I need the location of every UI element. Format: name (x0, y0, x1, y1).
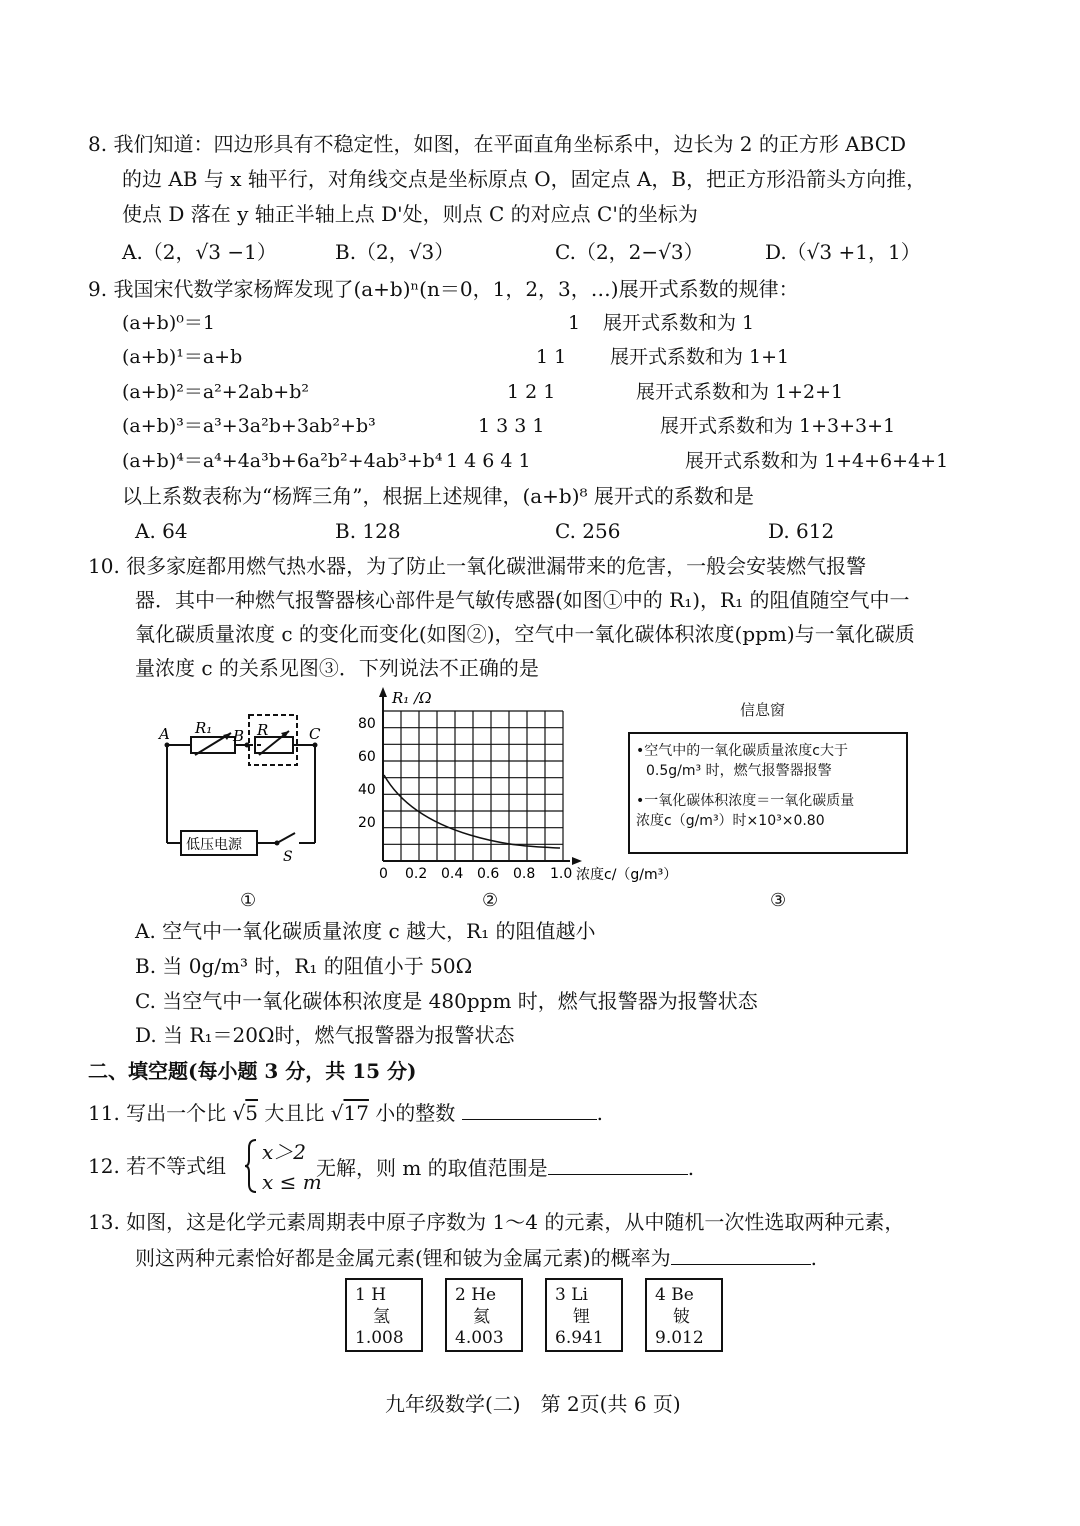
q11-answer-blank[interactable] (462, 1097, 597, 1120)
q11-pre: 11. 写出一个比 (88, 1101, 227, 1125)
circuit-label-r1: R₁ (195, 719, 213, 737)
q12-end: . (687, 1156, 695, 1180)
element-symbol: 4 Be (655, 1285, 694, 1305)
q9-option-a: A. 64 (135, 519, 188, 543)
q10-line1: 10. 很多家庭都用燃气热水器，为了防止一氧化碳泄漏带来的危害，一般会安装燃气报警 (88, 554, 867, 578)
element-symbol: 1 H (355, 1285, 387, 1305)
figure-3-label: ③ (770, 890, 787, 911)
figure-2-label: ② (482, 890, 499, 911)
element-symbol: 3 Li (555, 1285, 588, 1305)
q9-conclusion: 以上系数表称为“杨辉三角”，根据上述规律，(a+b)⁸ 展开式的系数和是 (122, 484, 754, 508)
q9-row0-expr: (a+b)⁰＝1 (122, 312, 215, 334)
q9-row3-sum: 展开式系数和为 1+3+3+1 (660, 415, 896, 437)
q9-row1-coeffs: 1 1 (536, 346, 567, 368)
q11-line: 11. 写出一个比 √5 大且比 √17 小的整数 . (88, 1097, 603, 1127)
q9-option-c: C. 256 (555, 519, 621, 543)
q10-option-a: A. 空气中一氧化碳质量浓度 c 越大，R₁ 的阻值越小 (135, 919, 596, 943)
q9-row2-coeffs: 1 2 1 (507, 381, 556, 403)
q12-line (316, 1152, 694, 1182)
q9-row0-sum: 展开式系数和为 1 (603, 312, 755, 334)
graph-xtick-0: 0 (379, 866, 388, 882)
circuit-label-s: S (283, 849, 293, 865)
q12-condition-2: x ≤ m (262, 1170, 322, 1194)
element-name: 铍 (673, 1307, 690, 1327)
q8-option-b: B.（2，√3） (335, 240, 455, 264)
graph-xtick-0-4: 0.4 (441, 866, 464, 882)
q10-line2: 器．其中一种燃气报警器核心部件是气敏传感器(如图①中的 R₁)，R₁ 的阻值随空气中一 (135, 588, 910, 612)
q11-end: . (596, 1101, 604, 1125)
q12-condition-1: x＞2 (262, 1140, 307, 1164)
element-card-li (545, 1278, 623, 1352)
q8-line2: 的边 AB 与 x 轴平行，对角线交点是坐标原点 O，固定点 A，B，把正方形沿箭头方向推， (122, 167, 927, 191)
q10-line4: 量浓度 c 的关系见图③．下列说法不正确的是 (135, 656, 539, 680)
graph-ylabel: R₁ /Ω (392, 689, 432, 707)
q9-row1-expr: (a+b)¹＝a+b (122, 346, 243, 368)
graph-xtick-1-0: 1.0 (550, 866, 573, 882)
q9-row3-coeffs: 1 3 3 1 (478, 415, 545, 437)
q11-post: 小的整数 (375, 1101, 456, 1125)
element-mass: 6.941 (555, 1328, 604, 1348)
q9-row1-sum: 展开式系数和为 1+1 (610, 346, 790, 368)
q9-intro: 9. 我国宋代数学家杨辉发现了(a+b)ⁿ(n＝0，1，2，3，…)展开式系数的规律： (88, 277, 799, 301)
element-name: 氢 (373, 1307, 390, 1327)
element-name: 锂 (573, 1307, 590, 1327)
figure-1-label: ① (240, 890, 257, 911)
info-window (628, 732, 908, 854)
section-heading: 二、填空题(每小题 3 分，共 15 分) (88, 1059, 417, 1083)
q9-row4-sum: 展开式系数和为 1+4+6+4+1 (685, 450, 949, 472)
q9-row2-sum: 展开式系数和为 1+2+1 (636, 381, 844, 403)
q13-line2-wrap (135, 1242, 817, 1272)
graph-ytick-60: 60 (358, 749, 376, 765)
q8-option-d: D.（√3 +1，1） (765, 240, 921, 264)
page-footer: 九年级数学(二) 第 2页(共 6 页) (385, 1392, 681, 1416)
circuit-label-c: C (309, 725, 321, 743)
info-p2b: 浓度c（g/m³）时×10³×0.80 (636, 813, 825, 829)
q12-pre: 12. 若不等式组 (88, 1154, 227, 1178)
info-p1a: •空气中的一氧化碳质量浓度c大于 (636, 743, 848, 759)
element-card-be (645, 1278, 723, 1352)
q8-option-a: A.（2，√3 −1） (122, 240, 277, 264)
q8-line3: 使点 D 落在 y 轴正半轴上点 D'处，则点 C 的对应点 C'的坐标为 (122, 202, 698, 226)
q8-option-c: C.（2，2−√3） (555, 240, 704, 264)
q9-row2-expr: (a+b)²＝a²+2ab+b² (122, 381, 309, 403)
element-mass: 9.012 (655, 1328, 704, 1348)
q10-option-b: B. 当 0g/m³ 时，R₁ 的阻值小于 50Ω (135, 954, 473, 978)
circuit-label-a: A (159, 725, 170, 743)
info-p2a: •一氧化碳体积浓度＝一氧化碳质量 (636, 793, 855, 809)
graph-xtick-0-6: 0.6 (477, 866, 500, 882)
graph-ytick-40: 40 (358, 782, 376, 798)
q9-option-d: D. 612 (768, 519, 835, 543)
graph-ytick-80: 80 (358, 716, 376, 732)
q12-post: 无解，则 m 的取值范围是 (316, 1156, 548, 1180)
q9-row3-expr: (a+b)³＝a³+3a²b+3ab²+b³ (122, 415, 376, 437)
brace-icon (244, 1138, 258, 1194)
element-card-h (345, 1278, 423, 1352)
graph-xlabel: 浓度c/（g/m³） (576, 867, 678, 883)
q9-option-b: B. 128 (335, 519, 401, 543)
info-title: 信息窗 (740, 701, 786, 719)
element-symbol: 2 He (455, 1285, 497, 1305)
q9-row4-coeffs: 1 4 6 4 1 (446, 450, 531, 472)
q13-line1: 13. 如图，这是化学元素周期表中原子序数为 1～4 的元素，从中随机一次性选取两种元素， (88, 1210, 905, 1234)
circuit-diagram (155, 705, 335, 865)
element-name: 氦 (473, 1307, 490, 1327)
q13-answer-blank[interactable] (671, 1242, 811, 1265)
circuit-source-label: 低压电源 (186, 837, 242, 853)
q11-mid: 大且比 (264, 1101, 325, 1125)
q10-option-d: D. 当 R₁＝20Ω时，燃气报警器为报警状态 (135, 1023, 515, 1047)
q8-line1: 8. 我们知道：四边形具有不稳定性，如图，在平面直角坐标系中，边长为 2 的正方形 ABCD (88, 132, 907, 156)
circuit-label-r: R (257, 721, 269, 739)
q12-answer-blank[interactable] (548, 1152, 688, 1175)
info-p1b: 0.5g/m³ 时，燃气报警器报警 (646, 763, 832, 779)
element-mass: 4.003 (455, 1328, 504, 1348)
graph-xtick-0-2: 0.2 (405, 866, 428, 882)
graph-ytick-20: 20 (358, 815, 376, 831)
q9-row4-expr: (a+b)⁴＝a⁴+4a³b+6a²b²+4ab³+b⁴ (122, 450, 443, 472)
q13-line2: 则这两种元素恰好都是金属元素(锂和铍为金属元素)的概率为 (135, 1246, 671, 1270)
element-card-he (445, 1278, 523, 1352)
circuit-label-b: B (233, 727, 245, 745)
element-mass: 1.008 (355, 1328, 404, 1348)
q10-line3: 氧化碳质量浓度 c 的变化而变化(如图②)，空气中一氧化碳体积浓度(ppm)与一氧化碳质 (135, 622, 915, 646)
q9-row0-coeffs: 1 (568, 312, 581, 334)
q11-radicand-2: 17 (343, 1101, 369, 1125)
graph-xtick-0-8: 0.8 (513, 866, 536, 882)
q13-end: . (810, 1246, 817, 1270)
q11-radicand-1: 5 (245, 1101, 259, 1125)
q10-option-c: C. 当空气中一氧化碳体积浓度是 480ppm 时，燃气报警器为报警状态 (135, 989, 758, 1013)
